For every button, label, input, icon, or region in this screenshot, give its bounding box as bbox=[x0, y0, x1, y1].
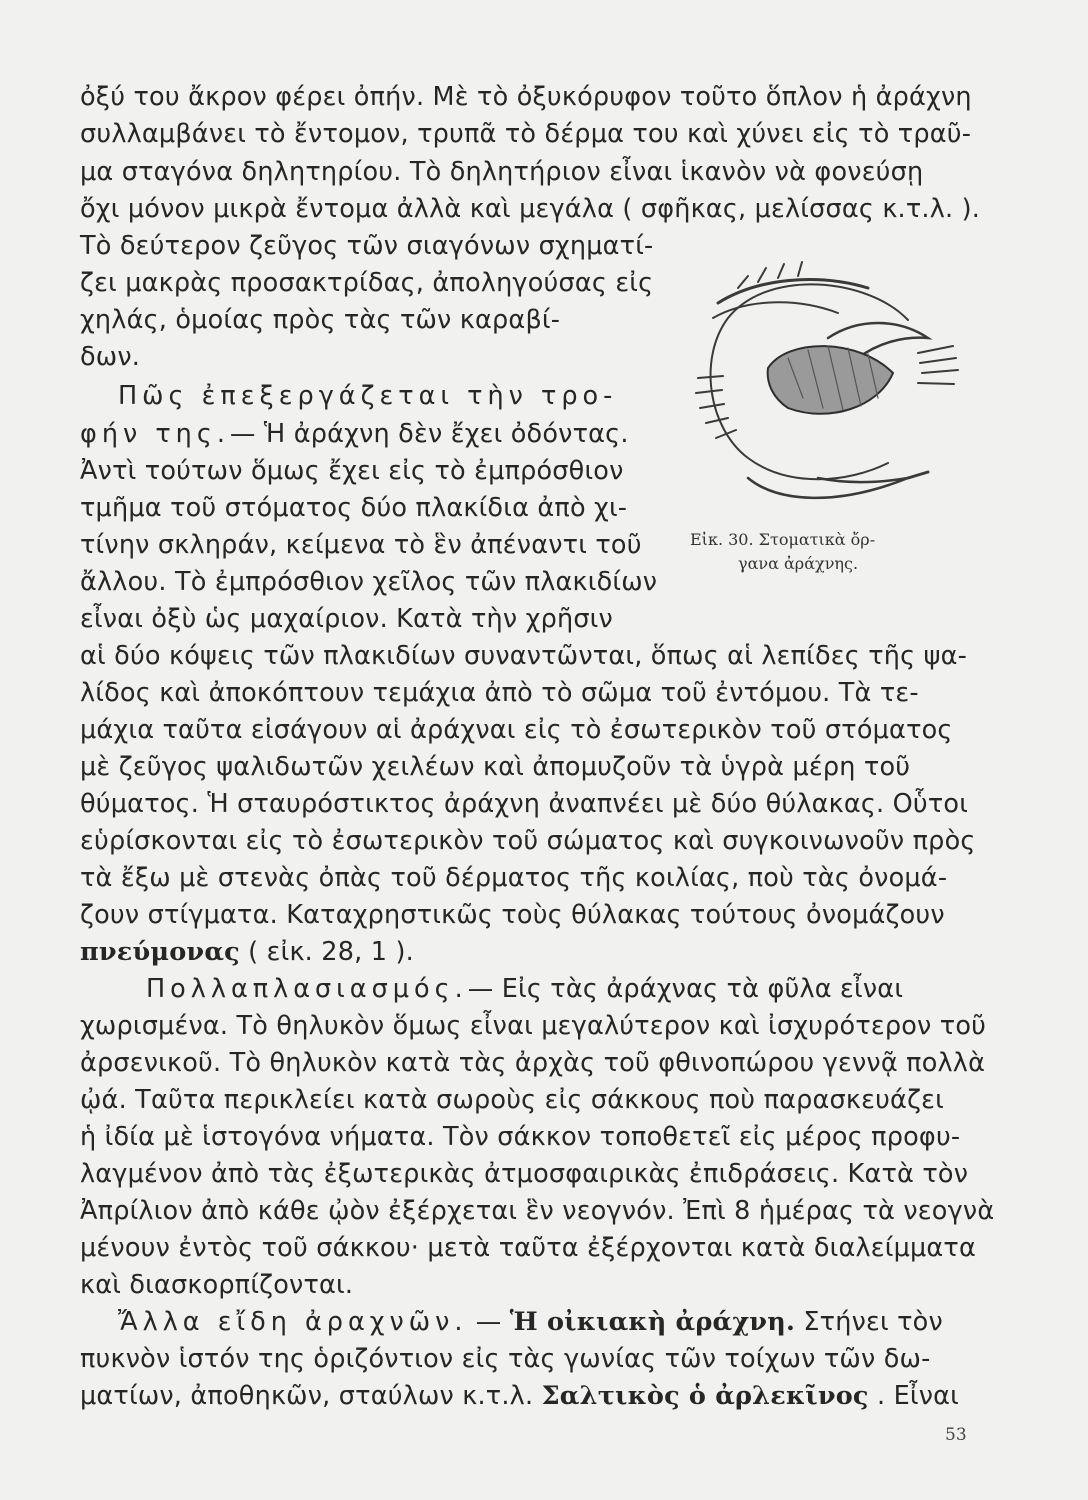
text-line: λίδος καὶ ἀποκόπτουν τεμάχια ἀπὸ τὸ σῶμα τοῦ ἐντόμου. Τὰ τε- bbox=[80, 678, 919, 708]
text-line: ἄλλου. Τὸ ἐμπρόσθιον χεῖλος τῶν πλακιδίων bbox=[80, 567, 658, 597]
text-line: Ἀντὶ τούτων ὅμως ἔχει εἰς τὸ ἐμπρόσθιον bbox=[80, 456, 624, 486]
figure-caption: Εἰκ. 30. Στοματικὰ ὄρ- γανα ἀράχνης. bbox=[690, 530, 876, 573]
section-heading-line bbox=[118, 379, 617, 413]
text-line: καὶ διασκορπίζονται. bbox=[80, 1270, 354, 1300]
text-line: πυκνὸν ἱστόν της ὁριζόντιον εἰς τὰς γωνίας τῶν τοίχων τῶν δω- bbox=[80, 1344, 931, 1374]
text-line: ᾠά. Ταῦτα περικλείει κατὰ σωροὺς εἰς σάκκους ποὺ παρασκευάζει bbox=[80, 1085, 944, 1115]
text-line: συλλαμβάνει τὸ ἔντομον, τρυπᾶ τὸ δέρμα του καὶ χύνει εἰς τὸ τραῦ- bbox=[80, 119, 972, 149]
text-line: μὲ ζεῦγος ψαλιδωτῶν χειλέων καὶ ἀπομυζοῦν τὰ ὑγρὰ μέρη τοῦ bbox=[80, 752, 911, 782]
text-line: Πολλαπλασιασμός.— Εἰς τὰς ἀράχνας τὰ φῦλα εἶναι bbox=[146, 974, 904, 1004]
text-line: αἱ δύο κόψεις τῶν πλακιδίων συναντῶνται, ὅπως αἱ λεπίδες τῆς ψα- bbox=[80, 641, 968, 671]
text-line: δων. bbox=[80, 342, 141, 372]
text-line: ἡ ἰδία μὲ ἱστογόνα νήματα. Τὸν σάκκον τοποθετεῖ εἰς μέρος προφυ- bbox=[80, 1122, 961, 1152]
spider-mouthparts-illustration bbox=[678, 258, 970, 520]
text-line: λαγμένον ἀπὸ τὰς ἐξωτερικὰς ἀτμοσφαιρικὰς ἐπιδράσεις. Κατὰ τὸν bbox=[80, 1159, 969, 1189]
text-line: εὑρίσκονται εἰς τὸ ἐσωτερικὸν τοῦ σώματος καὶ συγκοινωνοῦν πρὸς bbox=[80, 826, 976, 856]
text-line: Ἀπρίλιον ἀπὸ κάθε ᾠὸν ἐξέρχεται ἓν νεογνόν. Ἐπὶ 8 ἡμέρας τὰ νεογνὰ bbox=[80, 1196, 995, 1226]
term-house-spider: Ἡ οἰκιακὴ ἀράχνη. bbox=[509, 1307, 796, 1337]
section-heading-feeding-end: φήν της. bbox=[80, 419, 230, 449]
section-heading-other-species: Ἄλλα εἴδη ἀραχνῶν. bbox=[118, 1307, 468, 1337]
section-heading-feeding: Πῶς ἐπεξεργάζεται τὴν τρο- bbox=[118, 381, 618, 411]
text-line: τίνην σκληράν, κείμενα τὸ ἓν ἀπέναντι τοῦ bbox=[80, 530, 642, 560]
text-line: Ἄλλα εἴδη ἀραχνῶν. — Ἡ οἰκιακὴ ἀράχνη. Στήνει τὸν bbox=[118, 1307, 943, 1337]
text-line: ματίων, ἀποθηκῶν, σταύλων κ.τ.λ. Σαλτικὸς ὁ ἀρλεκῖνος . Εἶναι bbox=[80, 1381, 959, 1411]
text-line: ζει μακρὰς προσακτρίδας, ἀποληγούσας εἰς bbox=[80, 268, 654, 298]
text-line: τὰ ἔξω μὲ στενὰς ὀπὰς τοῦ δέρματος τῆς κοιλίας, ποὺ τὰς ὀνομά- bbox=[80, 863, 948, 893]
text-line: ὄχι μόνον μικρὰ ἔντομα ἀλλὰ καὶ μεγάλα ( σφῆκας, μελίσσας κ.τ.λ. ). bbox=[80, 194, 981, 224]
text-line: εἶναι ὀξὺ ὡς μαχαίριον. Κατὰ τὴν χρῆσιν bbox=[80, 604, 613, 634]
page-number: 53 bbox=[945, 1425, 967, 1445]
term-saltikos: Σαλτικὸς ὁ ἀρλεκῖνος bbox=[541, 1381, 869, 1411]
text-line: ἀρσενικοῦ. Τὸ θηλυκὸν κατὰ τὰς ἀρχὰς τοῦ φθινοπώρου γεννᾷ πολλὰ bbox=[80, 1048, 986, 1078]
text-line: μάχια ταῦτα εἰσάγουν αἱ ἀράχναι εἰς τὸ ἐσωτερικὸν τοῦ στόματος bbox=[80, 715, 953, 745]
text-line: ζουν στίγματα. Καταχρηστικῶς τοὺς θύλακας τούτους ὀνομάζουν bbox=[80, 900, 945, 930]
text-line: φήν της.— Ἡ ἀράχνη δὲν ἔχει ὀδόντας. bbox=[80, 419, 629, 449]
term-pneumonas: πνεύμονας bbox=[80, 937, 240, 967]
text-line: μένουν ἐντὸς τοῦ σάκκου· μετὰ ταῦτα ἐξέρχονται κατὰ διαλείμματα bbox=[80, 1233, 976, 1263]
text-line: χηλάς, ὁμοίας πρὸς τὰς τῶν καραβί- bbox=[80, 305, 561, 335]
text-line: τμῆμα τοῦ στόματος δύο πλακίδια ἀπὸ χι- bbox=[80, 493, 628, 523]
text-line: χωρισμένα. Τὸ θηλυκὸν ὅμως εἶναι μεγαλύτερον καὶ ἰσχυρότερον τοῦ bbox=[80, 1011, 987, 1041]
text-line: ὀξύ του ἄκρον φέρει ὀπήν. Μὲ τὸ ὀξυκόρυφον τοῦτο ὅπλον ἡ ἀράχνη bbox=[80, 82, 972, 112]
text-line: Τὸ δεύτερον ζεῦγος τῶν σιαγόνων σχηματί- bbox=[80, 231, 654, 261]
section-heading-reproduction: Πολλαπλασιασμός. bbox=[146, 974, 468, 1004]
text-line: πνεύμονας ( εἰκ. 28, 1 ). bbox=[80, 937, 414, 967]
text-line: θύματος. Ἡ σταυρόστικτος ἀράχνη ἀναπνέει μὲ δύο θύλακας. Οὗτοι bbox=[80, 789, 969, 819]
text-line: μα σταγόνα δηλητηρίου. Τὸ δηλητήριον εἶναι ἱκανὸν νὰ φονεύσῃ bbox=[80, 157, 924, 187]
